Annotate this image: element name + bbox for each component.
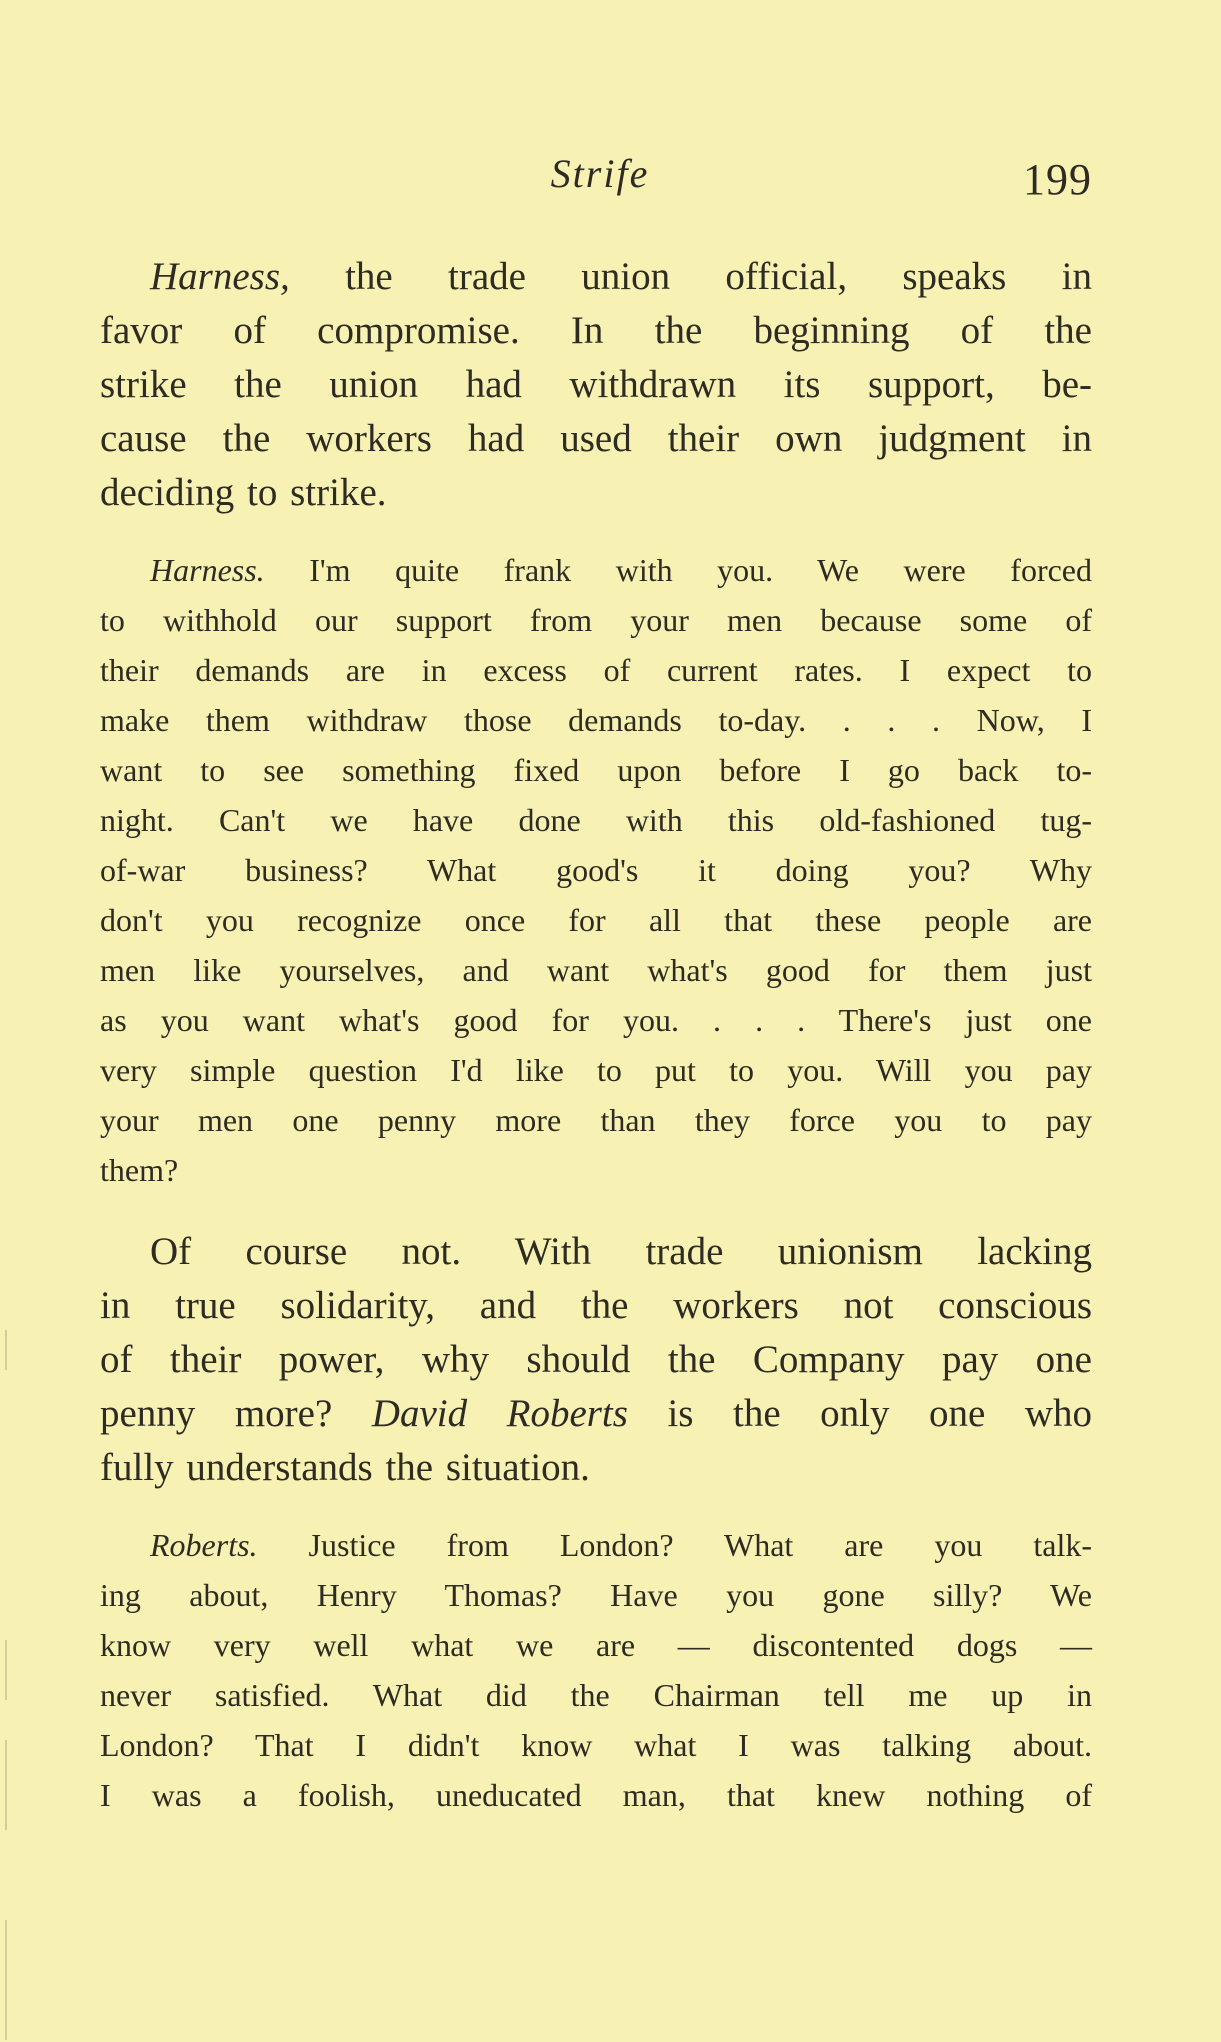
- text-line: to withhold our support from your men because some of: [100, 602, 1092, 638]
- quotation-roberts: [100, 1520, 1092, 1820]
- text-line: of their power, why should the Company pay one: [100, 1338, 1092, 1381]
- text-line: want to see something fixed upon before I go back to-: [100, 752, 1092, 788]
- text-line: make them withdraw those demands to-day. . . . Now, I: [100, 702, 1092, 738]
- text-line: in true solidarity, and the workers not conscious: [100, 1284, 1092, 1327]
- scan-edge-mark: [5, 1920, 7, 2040]
- quotation-harness: [100, 545, 1092, 1195]
- text-line: deciding to strike.: [100, 471, 387, 514]
- text-line: men like yourselves, and want what's good for them just: [100, 952, 1092, 988]
- page-number: 199: [1023, 155, 1092, 204]
- speaker-name: Roberts.: [150, 1527, 258, 1563]
- running-title: Strife: [550, 151, 650, 196]
- text-line: penny more? David Roberts is the only one who: [100, 1392, 1092, 1435]
- text-line: don't you recognize once for all that these people are: [100, 902, 1092, 938]
- commentary-paragraph-2: [100, 1225, 1092, 1495]
- scan-edge-mark: [5, 1740, 7, 1830]
- text-line: Harness, the trade union official, speaks in: [150, 255, 1092, 298]
- scan-edge-mark: [5, 1640, 7, 1700]
- text-line: London? That I didn't know what I was talking about.: [100, 1727, 1092, 1763]
- text-line: them?: [100, 1152, 179, 1188]
- character-name: Harness,: [150, 255, 290, 298]
- text-line: Harness. I'm quite frank with you. We were forced: [150, 552, 1092, 588]
- commentary-paragraph-1: [100, 250, 1092, 520]
- text-line: night. Can't we have done with this old-fashioned tug-: [100, 802, 1092, 838]
- text-line: never satisfied. What did the Chairman tell me up in: [100, 1677, 1092, 1713]
- text-line: your men one penny more than they force you to pay: [100, 1102, 1092, 1138]
- text-line: ing about, Henry Thomas? Have you gone silly? We: [100, 1577, 1092, 1613]
- text-line: as you want what's good for you. . . . There's just one: [100, 1002, 1092, 1038]
- page-header: [100, 150, 1100, 210]
- text-line: cause the workers had used their own judgment in: [100, 417, 1092, 460]
- text-line: very simple question I'd like to put to you. Will you pay: [100, 1052, 1092, 1088]
- text-line: fully understands the situation.: [100, 1446, 590, 1489]
- speaker-name: Harness.: [150, 552, 265, 588]
- text-line: favor of compromise. In the beginning of the: [100, 309, 1092, 352]
- text-line: their demands are in excess of current rates. I expect to: [100, 652, 1092, 688]
- text-line: Roberts. Justice from London? What are you talk-: [150, 1527, 1092, 1563]
- text-line: I was a foolish, uneducated man, that knew nothing of: [100, 1777, 1092, 1813]
- text-line: Of course not. With trade unionism lacking: [150, 1230, 1092, 1273]
- text-line: know very well what we are — discontented dogs —: [100, 1627, 1092, 1663]
- text-line: strike the union had withdrawn its support, be-: [100, 363, 1092, 406]
- text-line: of-war business? What good's it doing you? Why: [100, 852, 1092, 888]
- scan-edge-mark: [5, 1330, 7, 1370]
- character-name: David Roberts: [371, 1392, 628, 1435]
